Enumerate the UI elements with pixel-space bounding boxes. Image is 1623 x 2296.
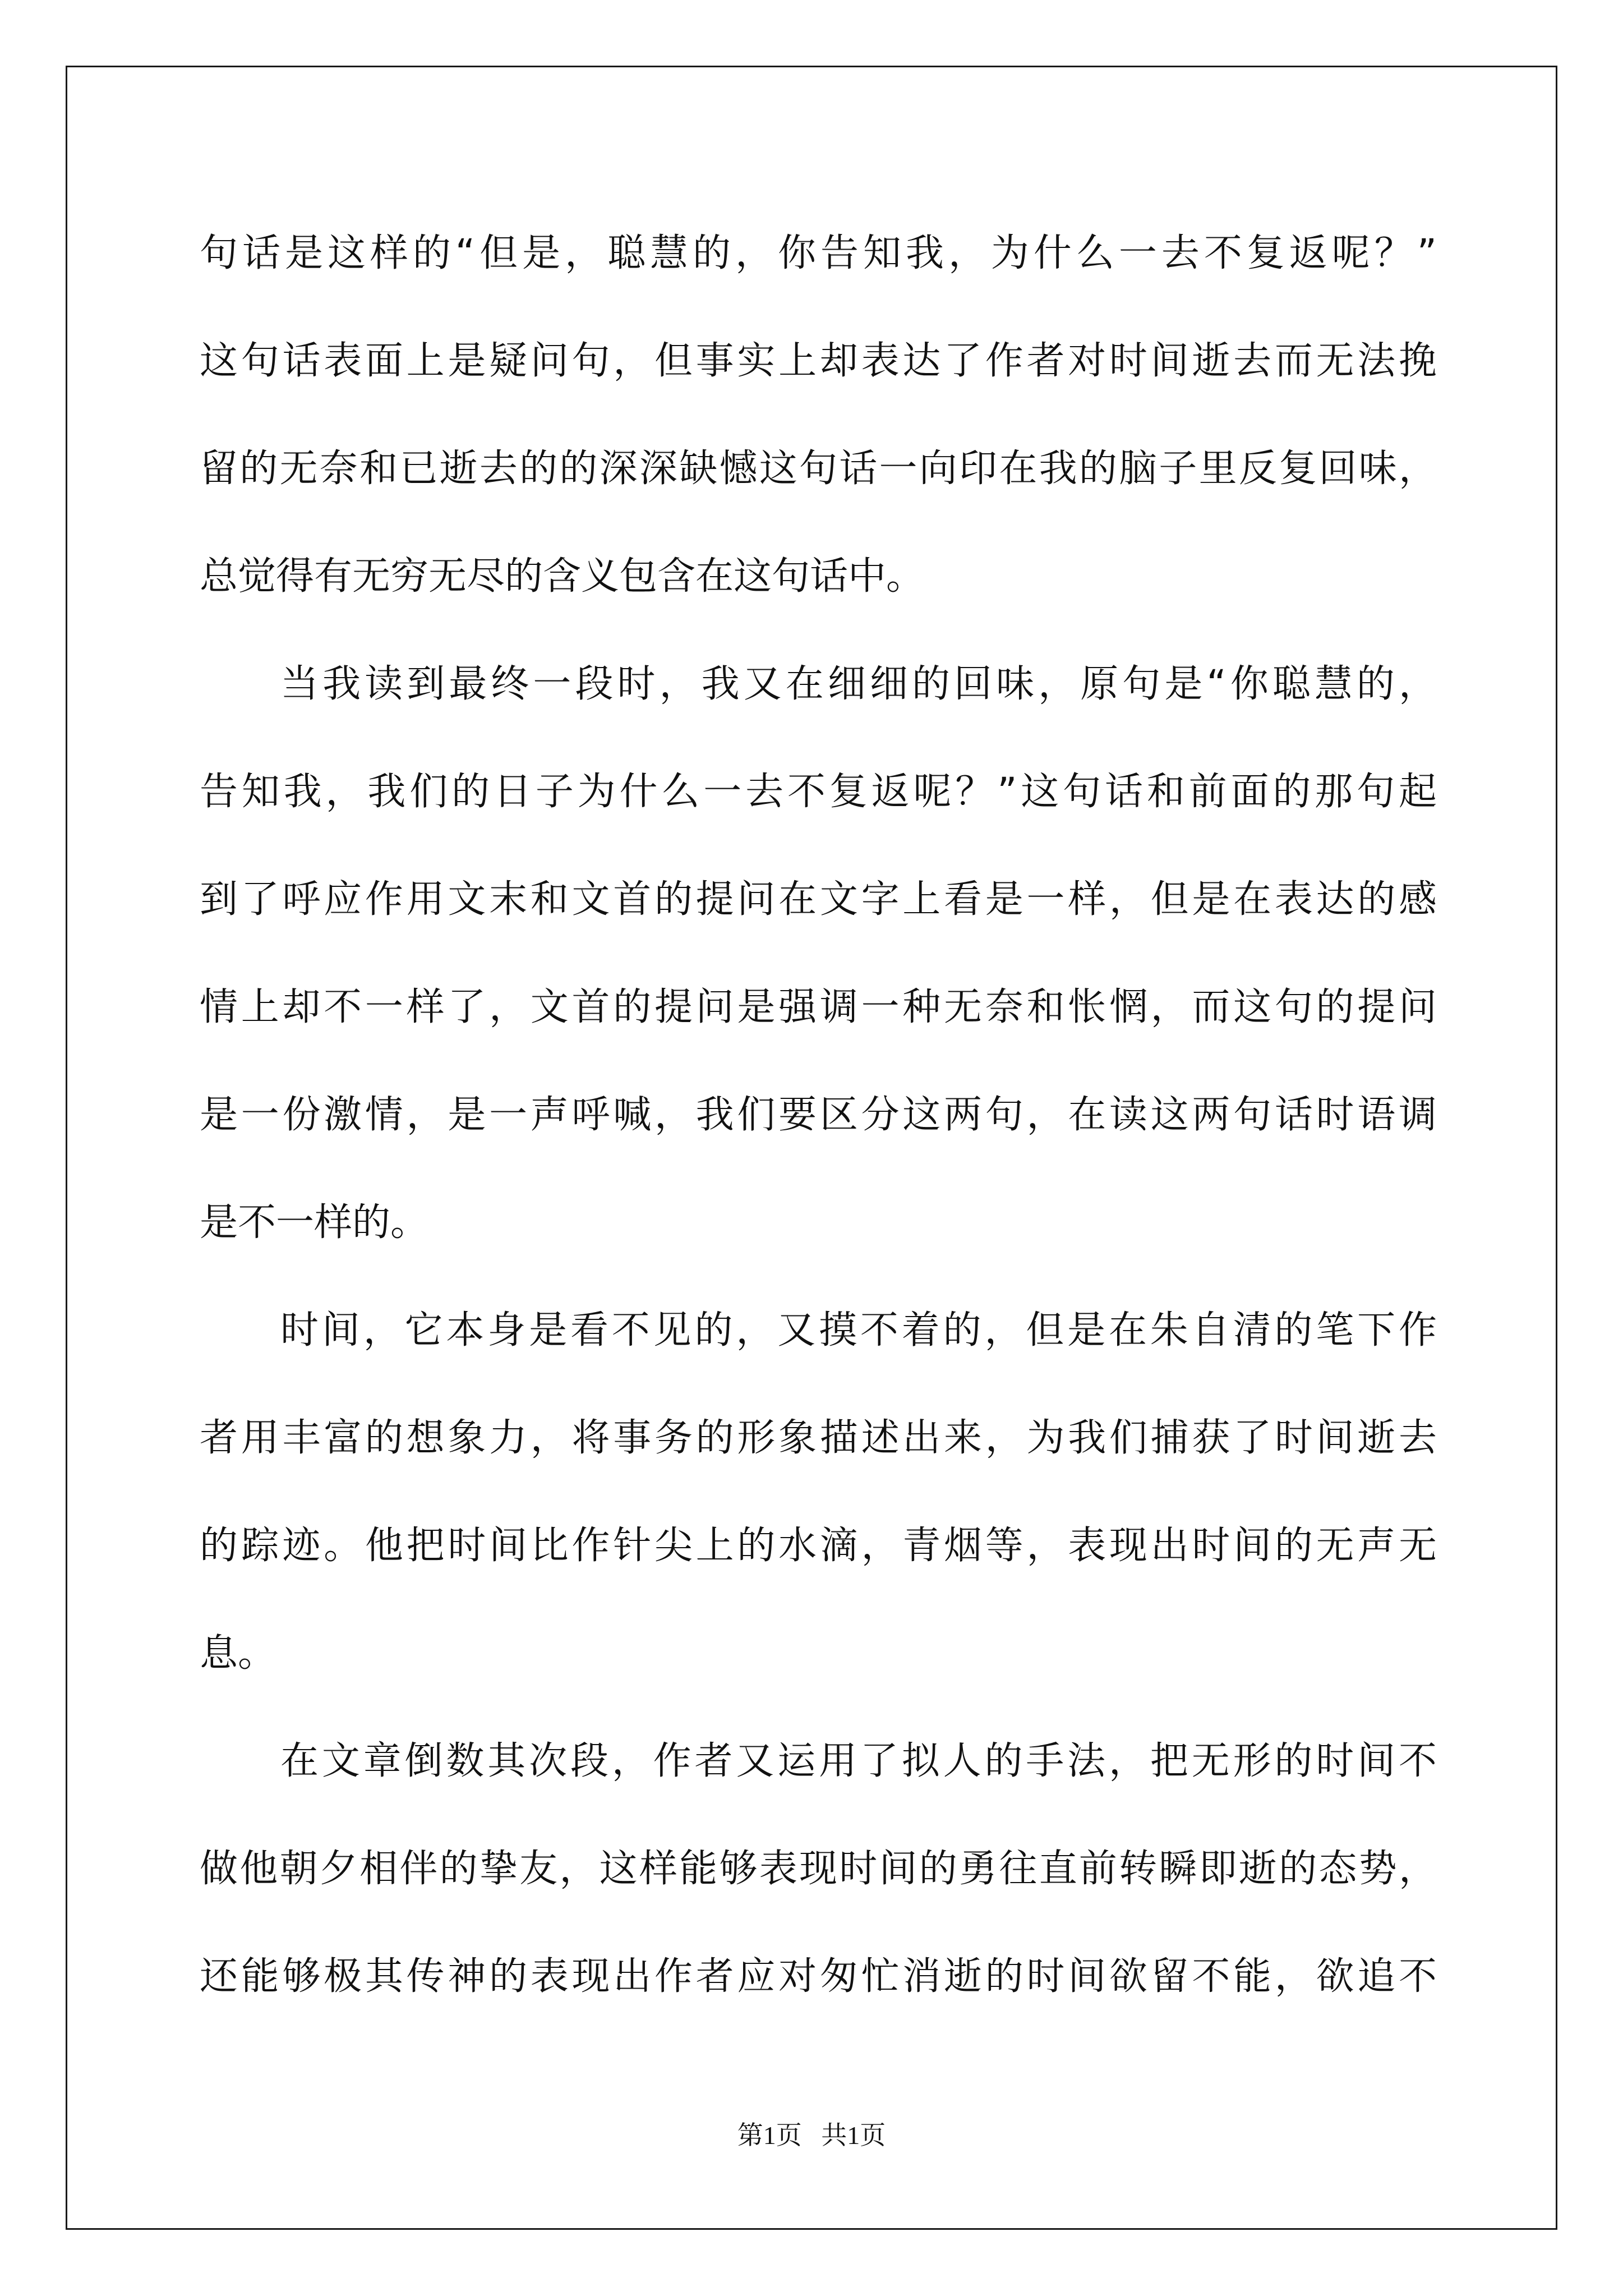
text-line: 息。 xyxy=(200,1631,276,1676)
text-line: 总觉得有无穷无尽的含义包含在这句话中。 xyxy=(200,554,925,599)
text-line: 留的无奈和已逝去的的深深缺憾这句话一向印在我的脑子里反复回味， xyxy=(200,447,1437,491)
text-line: 在文章倒数其次段，作者又运用了拟人的手法，把无形的时间不 xyxy=(280,1739,1437,1783)
text-line: 时间，它本身是看不见的，又摸不着的，但是在朱自清的笔下作 xyxy=(280,1308,1437,1352)
text-line: 是一份激情，是一声呼喊，我们要区分这两句，在读这两句话时语调 xyxy=(200,1093,1437,1137)
text-line: 情上却不一样了，文首的提问是强调一种无奈和怅惘，而这句的提问 xyxy=(200,985,1437,1029)
text-line: 告知我，我们的日子为什么一去不复返呢？”这句话和前面的那句起 xyxy=(200,770,1437,814)
text-line: 这句话表面上是疑问句，但事实上却表达了作者对时间逝去而无法挽 xyxy=(200,339,1437,383)
text-line: 的踪迹。他把时间比作针尖上的水滴，青烟等，表现出时间的无声无 xyxy=(200,1524,1437,1568)
page-footer: 第1页 共1页 xyxy=(737,2121,886,2150)
text-line: 是不一样的。 xyxy=(200,1200,429,1245)
text-line: 做他朝夕相伴的挚友，这样能够表现时间的勇往直前转瞬即逝的态势， xyxy=(200,1847,1437,1891)
text-line: 当我读到最终一段时，我又在细细的回味，原句是“你聪慧的， xyxy=(280,662,1437,706)
document-body xyxy=(200,200,1437,2031)
text-line: 到了呼应作用文末和文首的提问在文字上看是一样，但是在表达的感 xyxy=(200,877,1437,922)
text-line: 句话是这样的“但是，聪慧的，你告知我，为什么一去不复返呢？” xyxy=(200,231,1437,275)
text-line: 还能够极其传神的表现出作者应对匆忙消逝的时间欲留不能，欲追不 xyxy=(200,1954,1437,1999)
text-line: 者用丰富的想象力，将事务的形象描述出来，为我们捕获了时间逝去 xyxy=(200,1416,1437,1460)
